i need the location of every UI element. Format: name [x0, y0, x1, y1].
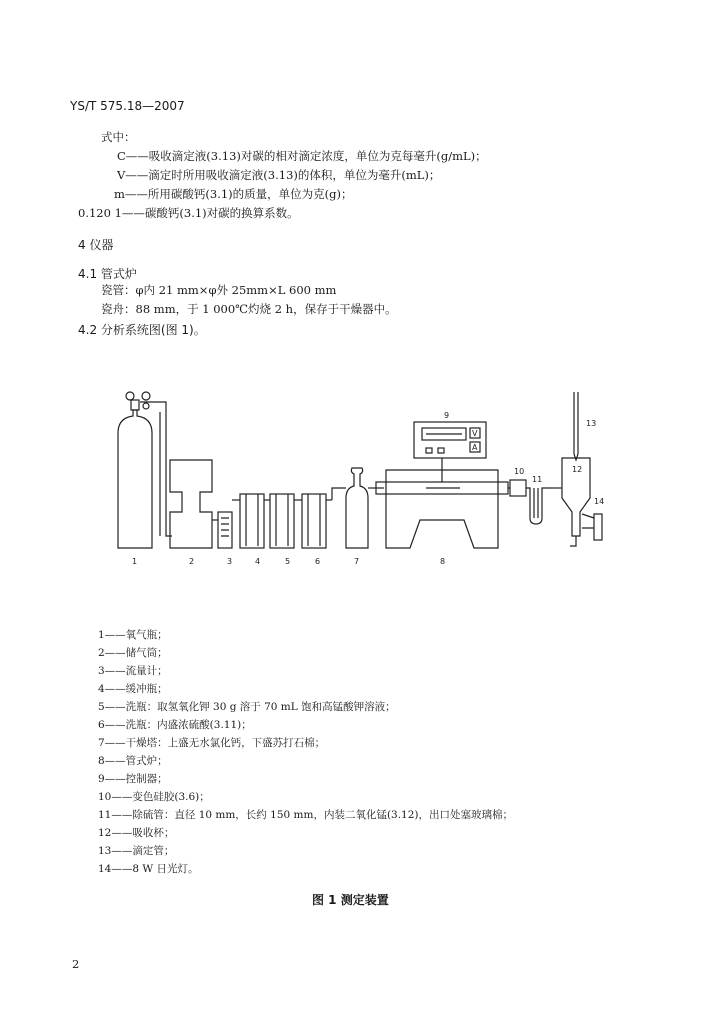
voltmeter-label: V: [472, 429, 478, 438]
fluorescent-lamp: [582, 514, 602, 540]
legend-item: 11——除硫管：直径 10 mm，长约 150 mm，内装二氧化锰(3.12)，出口处塞玻璃棉；: [98, 809, 514, 821]
callout-9: 9: [444, 411, 450, 420]
legend-item: 10——变色硅胶(3.6)；: [98, 791, 210, 803]
gas-storage-tank: [170, 460, 218, 548]
callout-4: 4: [255, 557, 261, 566]
section-4-1-boat: 瓷舟：88 mm，于 1 000℃灼烧 2 h，保存于干燥器中。: [101, 302, 397, 316]
legend-item: 7——干燥塔：上盛无水氯化钙，下盛苏打石棉；: [98, 737, 326, 749]
page-number: 2: [72, 957, 80, 971]
section-4-2-title: 4.2 分析系统图(图 1)。: [78, 323, 206, 337]
callout-1: 1: [132, 557, 138, 566]
ammeter-label: A: [472, 443, 478, 452]
desulfurization-tube: [526, 488, 548, 524]
formula-intro: 式中：: [101, 130, 136, 144]
callout-8: 8: [440, 557, 446, 566]
callout-14: 14: [594, 497, 605, 506]
legend-item: 9——控制器；: [98, 773, 168, 785]
figure-caption: 图 1 测定装置: [312, 893, 389, 907]
oxygen-cylinder: [118, 392, 172, 548]
drying-tower: [332, 468, 384, 548]
tube-furnace: [376, 458, 508, 548]
callout-11: 11: [532, 475, 543, 484]
callout-3: 3: [227, 557, 233, 566]
wash-bottle-koh: [270, 494, 302, 548]
legend-item: 6——洗瓶：内盛浓硫酸(3.11)；: [98, 719, 252, 731]
flow-meter: [218, 512, 232, 548]
legend-item: 3——流量计；: [98, 665, 168, 677]
legend-item: 8——管式炉；: [98, 755, 168, 767]
apparatus-diagram: [100, 388, 620, 572]
callout-13: 13: [586, 419, 597, 428]
legend-item: 1——氧气瓶；: [98, 629, 168, 641]
silica-gel-tube: [508, 480, 526, 496]
formula-note-m: m——所用碳酸钙(3.1)的质量，单位为克(g)；: [114, 187, 353, 201]
legend-item: 2——储气筒；: [98, 647, 168, 659]
wash-bottle-h2so4: [302, 494, 332, 548]
callout-6: 6: [315, 557, 321, 566]
legend-item: 5——洗瓶：取氢氧化钾 30 g 溶于 70 mL 饱和高锰酸钾溶液；: [98, 701, 396, 713]
formula-note-factor: 0.120 1——碳酸钙(3.1)对碳的换算系数。: [78, 206, 299, 220]
legend-item: 12——吸收杯；: [98, 827, 175, 839]
buffer-bottle: [232, 494, 270, 548]
legend-item: 4——缓冲瓶；: [98, 683, 168, 695]
formula-note-c: C——吸收滴定液(3.13)对碳的相对滴定浓度，单位为克每毫升(g/mL)；: [117, 149, 487, 163]
formula-note-v: V——滴定时所用吸收滴定液(3.13)的体积，单位为毫升(mL)；: [117, 168, 441, 182]
section-4-1-title: 4.1 管式炉: [78, 267, 137, 281]
absorption-cup: [548, 458, 590, 546]
callout-10: 10: [514, 467, 525, 476]
callout-2: 2: [189, 557, 195, 566]
callout-5: 5: [285, 557, 291, 566]
burette: [574, 392, 578, 460]
section-4-title: 4 仪器: [78, 238, 114, 252]
standard-code: YS/T 575.18—2007: [70, 99, 185, 113]
callout-7: 7: [354, 557, 360, 566]
callout-12: 12: [572, 465, 583, 474]
controller: [414, 422, 486, 458]
legend-item: 13——滴定管；: [98, 845, 175, 857]
section-4-1-tube: 瓷管：φ内 21 mm×φ外 25mm×L 600 mm: [101, 283, 337, 297]
legend-item: 14——8 W 日光灯。: [98, 863, 199, 875]
